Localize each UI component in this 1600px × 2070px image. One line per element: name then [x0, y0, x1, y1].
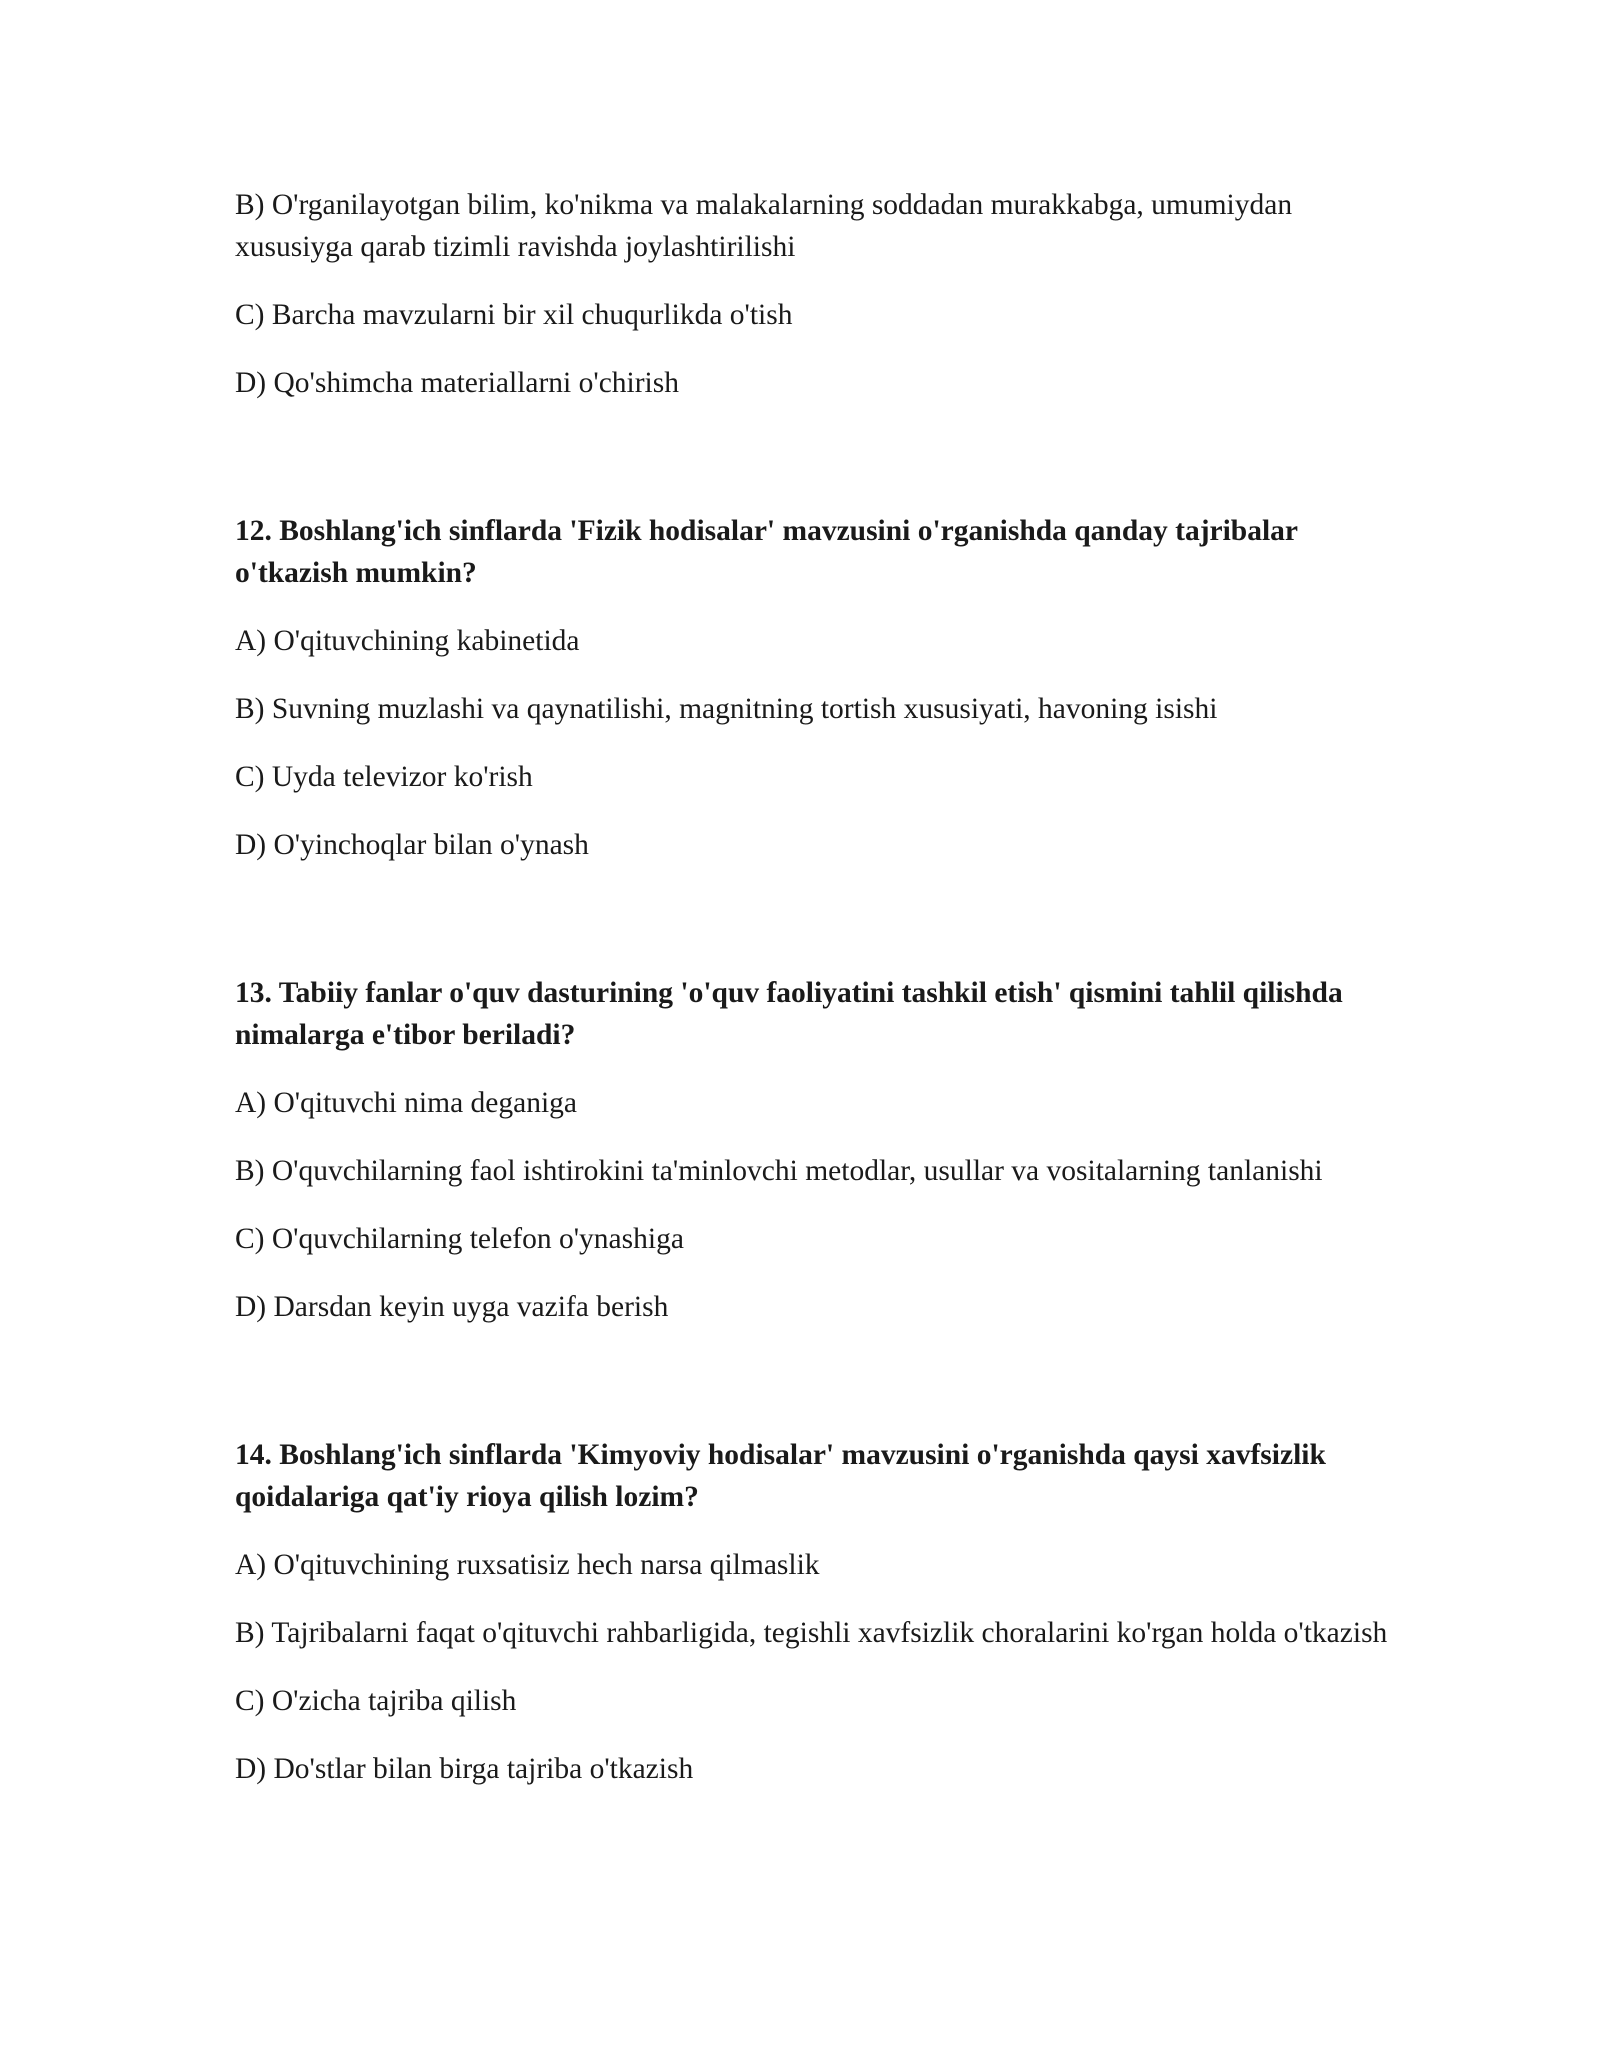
- option-c: C) Uyda televizor ko'rish: [235, 761, 533, 793]
- option-a: A) O'qituvchi nima deganiga: [235, 1087, 578, 1119]
- document-page: [235, 184, 1395, 1790]
- question-11-continued: [235, 184, 1395, 404]
- question-13: [235, 972, 1395, 1328]
- question-text: 14. Boshlang'ich sinflarda 'Kimyoviy hodisalar' mavzusini o'rganishda qaysi xavfsizlik qoidalariga qat'iy rioya qilish lozim?: [235, 1439, 1326, 1513]
- option-b: B) Suvning muzlashi va qaynatilishi, magnitning tortish xususiyati, havoning isishi: [235, 693, 1218, 725]
- option-a: A) O'qituvchining kabinetida: [235, 625, 580, 657]
- option-c: C) Barcha mavzularni bir xil chuqurlikda o'tish: [235, 299, 793, 331]
- question-text: 12. Boshlang'ich sinflarda 'Fizik hodisalar' mavzusini o'rganishda qanday tajribalar o'tkazish mumkin?: [235, 515, 1298, 589]
- option-d: D) O'yinchoqlar bilan o'ynash: [235, 829, 589, 861]
- option-b: B) O'quvchilarning faol ishtirokini ta'minlovchi metodlar, usullar va vositalarning tanlanishi: [235, 1155, 1323, 1187]
- option-c: C) O'quvchilarning telefon o'ynashiga: [235, 1223, 684, 1255]
- option-d: D) Darsdan keyin uyga vazifa berish: [235, 1291, 669, 1323]
- question-14: [235, 1434, 1395, 1790]
- question-12: [235, 510, 1395, 866]
- option-b: B) O'rganilayotgan bilim, ko'nikma va malakalarning soddadan murakkabga, umumiydan xususiyga qarab tizimli ravishda joylashtirilishi: [235, 189, 1293, 263]
- option-c: C) O'zicha tajriba qilish: [235, 1685, 517, 1717]
- option-d: D) Do'stlar bilan birga tajriba o'tkazish: [235, 1753, 694, 1785]
- option-d: D) Qo'shimcha materiallarni o'chirish: [235, 367, 679, 399]
- option-a: A) O'qituvchining ruxsatisiz hech narsa qilmaslik: [235, 1549, 820, 1581]
- option-b: B) Tajribalarni faqat o'qituvchi rahbarligida, tegishli xavfsizlik choralarini ko'rgan holda o'tkazish: [235, 1617, 1388, 1649]
- question-text: 13. Tabiiy fanlar o'quv dasturining 'o'quv faoliyatini tashkil etish' qismini tahlil qilishda nimalarga e'tibor beriladi?: [235, 977, 1343, 1051]
